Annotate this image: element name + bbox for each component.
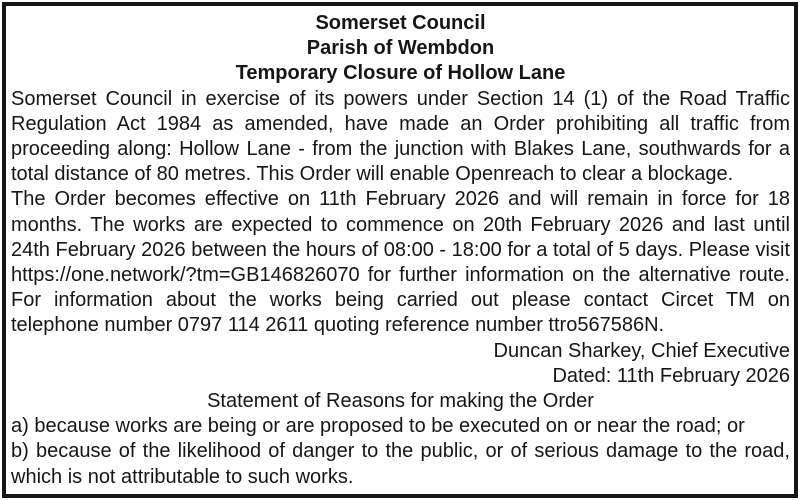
signature-date: Dated: 11th February 2026 (552, 364, 790, 387)
notice-parish: Parish of Wembdon (306, 37, 495, 60)
order-paragraph: Somerset Council in exercise of its powers under Section 14 (1) of the Road Traffic Regulation Act 1984 as amended, have made an Order prohibiting all traffic from proceeding along: Hollow Lane - from the junction with Blakes Lane, southwards for a total distance of 80 metres. This Order will enable Openreach to clear a blockage. (11, 87, 790, 186)
notice-title: Temporary Closure of Hollow Lane (235, 62, 566, 85)
reason-a: a) because works are being or are proposed to be executed on or near the road; or (11, 415, 745, 438)
statement-of-reasons-heading: Statement of Reasons for making the Order (207, 390, 594, 413)
public-notice (2, 2, 798, 498)
reason-b: b) because of the likelihood of danger to the public, or of serious damage to the road, which is not attributable to such works. (11, 440, 790, 488)
signature-name: Duncan Sharkey, Chief Executive (493, 339, 790, 362)
effective-paragraph: The Order becomes effective on 11th February 2026 and will remain in force for 18 months. The works are expected to commence on 20th February 2026 and last until 24th February 2026 between the hours of 08:00 - 18:00 for a total of 5 days. Please visit https://one.network/?tm=GB146826070 for further information on the alternative route. For information about the works being carried out please contact Circet TM on telephone number 0797 114 2611 quoting reference number ttro567586N. (11, 188, 790, 337)
notice-authority: Somerset Council (315, 12, 486, 34)
